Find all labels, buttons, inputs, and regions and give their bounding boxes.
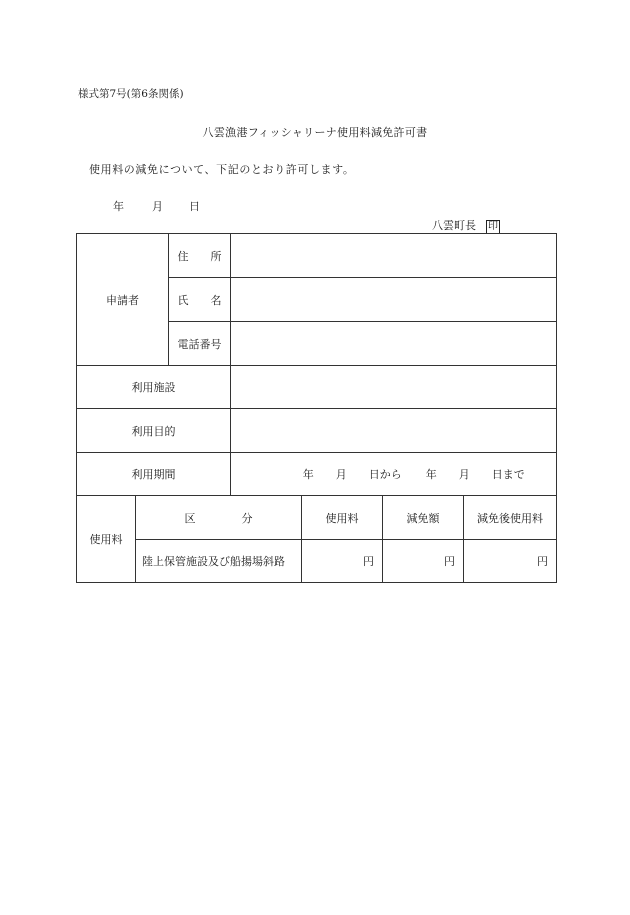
- name-label: 氏 名: [169, 278, 231, 322]
- fee-cell[interactable]: 円: [302, 540, 383, 583]
- applicant-group-label: 申請者: [77, 234, 169, 366]
- facility-label: 利用施設: [77, 366, 231, 409]
- category-cell: 陸上保管施設及び船揚場斜路: [136, 540, 302, 583]
- fee-header: 使用料: [302, 496, 383, 540]
- category-header: 区 分: [136, 496, 302, 540]
- intro-text: 使用料の減免について、下記のとおり許可します。: [89, 163, 355, 176]
- period-field[interactable]: 年 月 日から 年 月 日まで: [231, 453, 557, 496]
- address-field[interactable]: [231, 234, 557, 278]
- form-number: 様式第7号(第6条関係): [78, 88, 184, 100]
- issuer: [432, 217, 500, 234]
- phone-field[interactable]: [231, 322, 557, 366]
- day-label: 日: [189, 200, 200, 213]
- year-label: 年: [113, 200, 124, 213]
- issue-date-line: [113, 198, 200, 214]
- reduction-cell[interactable]: 円: [383, 540, 464, 583]
- period-label: 利用期間: [77, 453, 231, 496]
- phone-label: 電話番号: [169, 322, 231, 366]
- seal-mark: 印: [488, 221, 498, 232]
- after-fee-header: 減免後使用料: [464, 496, 557, 540]
- address-label: 住 所: [169, 234, 231, 278]
- after-fee-cell[interactable]: 円: [464, 540, 557, 583]
- facility-field[interactable]: [231, 366, 557, 409]
- permit-table: [76, 233, 557, 583]
- document-title: 八雲漁港フィッシャリーナ使用料減免許可書: [202, 126, 428, 139]
- month-label: 月: [152, 200, 163, 213]
- issuer-label: 八雲町長: [432, 219, 476, 232]
- purpose-field[interactable]: [231, 409, 557, 453]
- purpose-label: 利用目的: [77, 409, 231, 453]
- reduction-header: 減免額: [383, 496, 464, 540]
- fee-group-label: 使用料: [77, 496, 136, 583]
- name-field[interactable]: [231, 278, 557, 322]
